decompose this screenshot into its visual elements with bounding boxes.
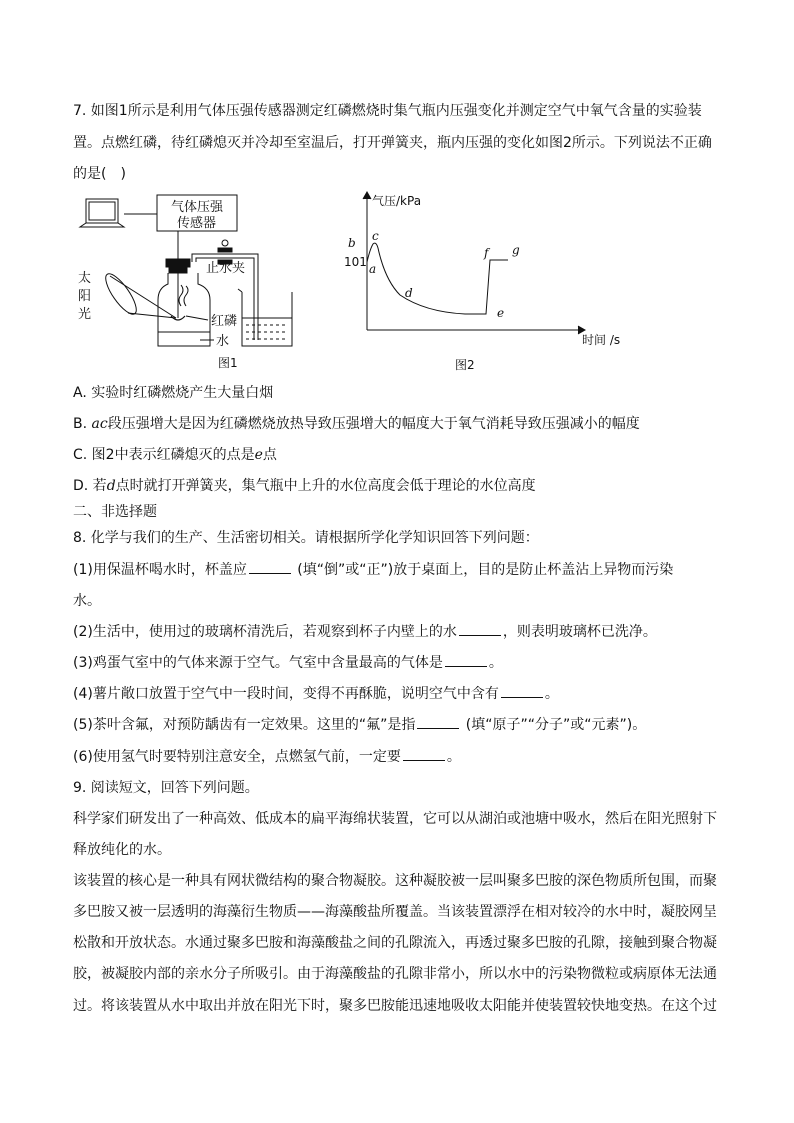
figure-2-caption: 图2 [455,358,475,372]
sensor-label-line2: 传感器 [177,216,217,231]
q8-s1-text-b: (填“倒”或“正”)放于桌面上，目的是防止杯盖沾上异物而污染 [292,562,674,578]
q8-sub-2 [73,622,657,642]
figure-2 [363,192,585,334]
option-b-text: 段压强增大是因为红磷燃烧放热导致压强增大的幅度大于氧气消耗导致压强减小的幅度 [107,416,640,432]
q8-s4-text-a: (4)薯片敞口放置于空气中一段时间，变得不再酥脆，说明空气中含有 [73,686,499,702]
clamp-label: 止水夹 [206,261,246,276]
computer-icon [80,199,124,227]
fig2-y-label: 气压/kPa [372,194,422,208]
q8-s2-text-b: ，则表明玻璃杯已洗净。 [502,624,657,640]
q8-s3-text-b: 。 [488,655,503,671]
option-d-var: d [106,478,116,494]
option-b [73,414,640,434]
option-c [73,445,277,465]
option-c-text: 点 [262,447,277,463]
q8-s3-text-a: (3)鸡蛋气室中的气体来源于空气。气室中含量最高的气体是 [73,655,443,671]
answer-blank-1[interactable] [249,561,291,574]
q9-title: 9. 阅读短文，回答下列问题。 [73,780,259,796]
q8-title: 8. 化学与我们的生产、生活密切相关。请根据所学化学知识回答下列问题： [73,530,539,546]
q8-sub-3 [73,653,503,673]
section-heading: 二、非选择题 [73,504,157,520]
q7-line-1: 7. 如图1所示是利用气体压强传感器测定红磷燃烧时集气瓶内压强变化并测定空气中氧气含量的实验装 [73,103,702,119]
point-a: a [369,262,377,276]
phosphorus-label: 红磷 [211,314,238,329]
q7-figures [0,185,794,375]
q7-line-2: 置。点燃红磷，待红磷熄灭并冷却至室温后，打开弹簧夹，瓶内压强的变化如图2所示。下列说法不正确 [73,135,712,151]
q8-sub-5 [73,715,646,735]
q7-figure-svg [0,185,794,375]
option-d [73,476,536,496]
q8-sub-1 [73,560,673,580]
point-e: e [497,306,505,320]
answer-blank-2[interactable] [459,623,501,636]
q8-s6-text-a: (6)使用氢气时要特别注意安全，点燃氢气前，一定要 [73,749,401,765]
point-f: f [484,246,489,260]
q7-line-3: 的是( ) [73,166,126,182]
gas-bottle [158,273,210,346]
answer-blank-6[interactable] [403,748,445,761]
q8-s5-text-a: (5)茶叶含氟，对预防龋齿有一定效果。这里的“氟”是指 [73,717,416,733]
option-c-var: e [254,447,263,463]
q8-s4-text-b: 。 [544,686,559,702]
answer-blank-5[interactable] [417,716,459,729]
q8-s2-text-a: (2)生活中，使用过的玻璃杯清洗后，若观察到杯子内壁上的水 [73,624,457,640]
option-d-prefix: D. 若 [73,478,107,494]
fig2-y-tick-101: 101 [344,255,367,269]
option-b-prefix: B. [73,416,92,432]
q9-p2-line-3: 松散和开放状态。水通过聚多巴胺和海藻酸盐之间的孔隙流入，再透过聚多巴胺的孔隙，接触到聚合物凝 [73,935,717,951]
option-a: A. 实验时红磷燃烧产生大量白烟 [73,385,274,401]
sunlight-label-3: 光 [78,307,92,322]
q8-sub-4 [73,684,559,704]
q8-sub-6 [73,747,461,767]
option-d-text: 点时就打开弹簧夹，集气瓶中上升的水位高度会低于理论的水位高度 [115,478,536,494]
sunlight-label-2: 阳 [78,289,92,304]
sunlight-label-1: 太 [78,271,92,286]
option-c-prefix: C. 图2中表示红磷熄灭的点是 [73,447,255,463]
point-g: g [512,243,520,257]
figure-1-caption: 图1 [218,356,238,370]
q9-p2-line-4: 胶，被凝胶内部的亲水分子所吸引。由于海藻酸盐的孔隙非常小，所以水中的污染物微粒或病原体无法通 [73,966,717,982]
option-b-var: ac [91,416,108,432]
point-c: c [372,229,379,243]
answer-blank-4[interactable] [501,685,543,698]
water-label: 水 [216,334,230,349]
point-d: d [405,286,413,300]
sensor-label-line1: 气体压强 [171,200,224,215]
fig2-x-label: 时间 /s [582,333,621,347]
q8-s5-text-b: (填“原子”“分子”或“元素”)。 [461,717,647,733]
q8-s6-text-b: 。 [446,749,461,765]
answer-blank-3[interactable] [445,654,487,667]
q8-s1-text-a: (1)用保温杯喝水时，杯盖应 [73,562,247,578]
q9-p2-line-2: 多巴胺又被一层透明的海藻衍生物质——海藻酸盐所覆盖。当该装置漂浮在相对较冷的水中时，凝胶网呈 [73,904,717,920]
q9-p2-line-5: 过。将该装置从水中取出并放在阳光下时，聚多巴胺能迅速地吸收太阳能并使装置较快地变热。在这个过 [73,998,717,1014]
q9-p2-line-1: 该装置的核心是一种具有网状微结构的聚合物凝胶。这种凝胶被一层叫聚多巴胺的深色物质所包围，而聚 [73,873,717,889]
q9-p1-line-1: 科学家们研发出了一种高效、低成本的扁平海绵状装置，它可以从湖泊或池塘中吸水，然后在阳光照射下 [73,811,717,827]
point-b: b [348,236,356,250]
q8-sub-1-cont: 水。 [73,593,101,609]
lens-icon [101,270,142,318]
q9-p1-line-2: 释放纯化的水。 [73,842,171,858]
